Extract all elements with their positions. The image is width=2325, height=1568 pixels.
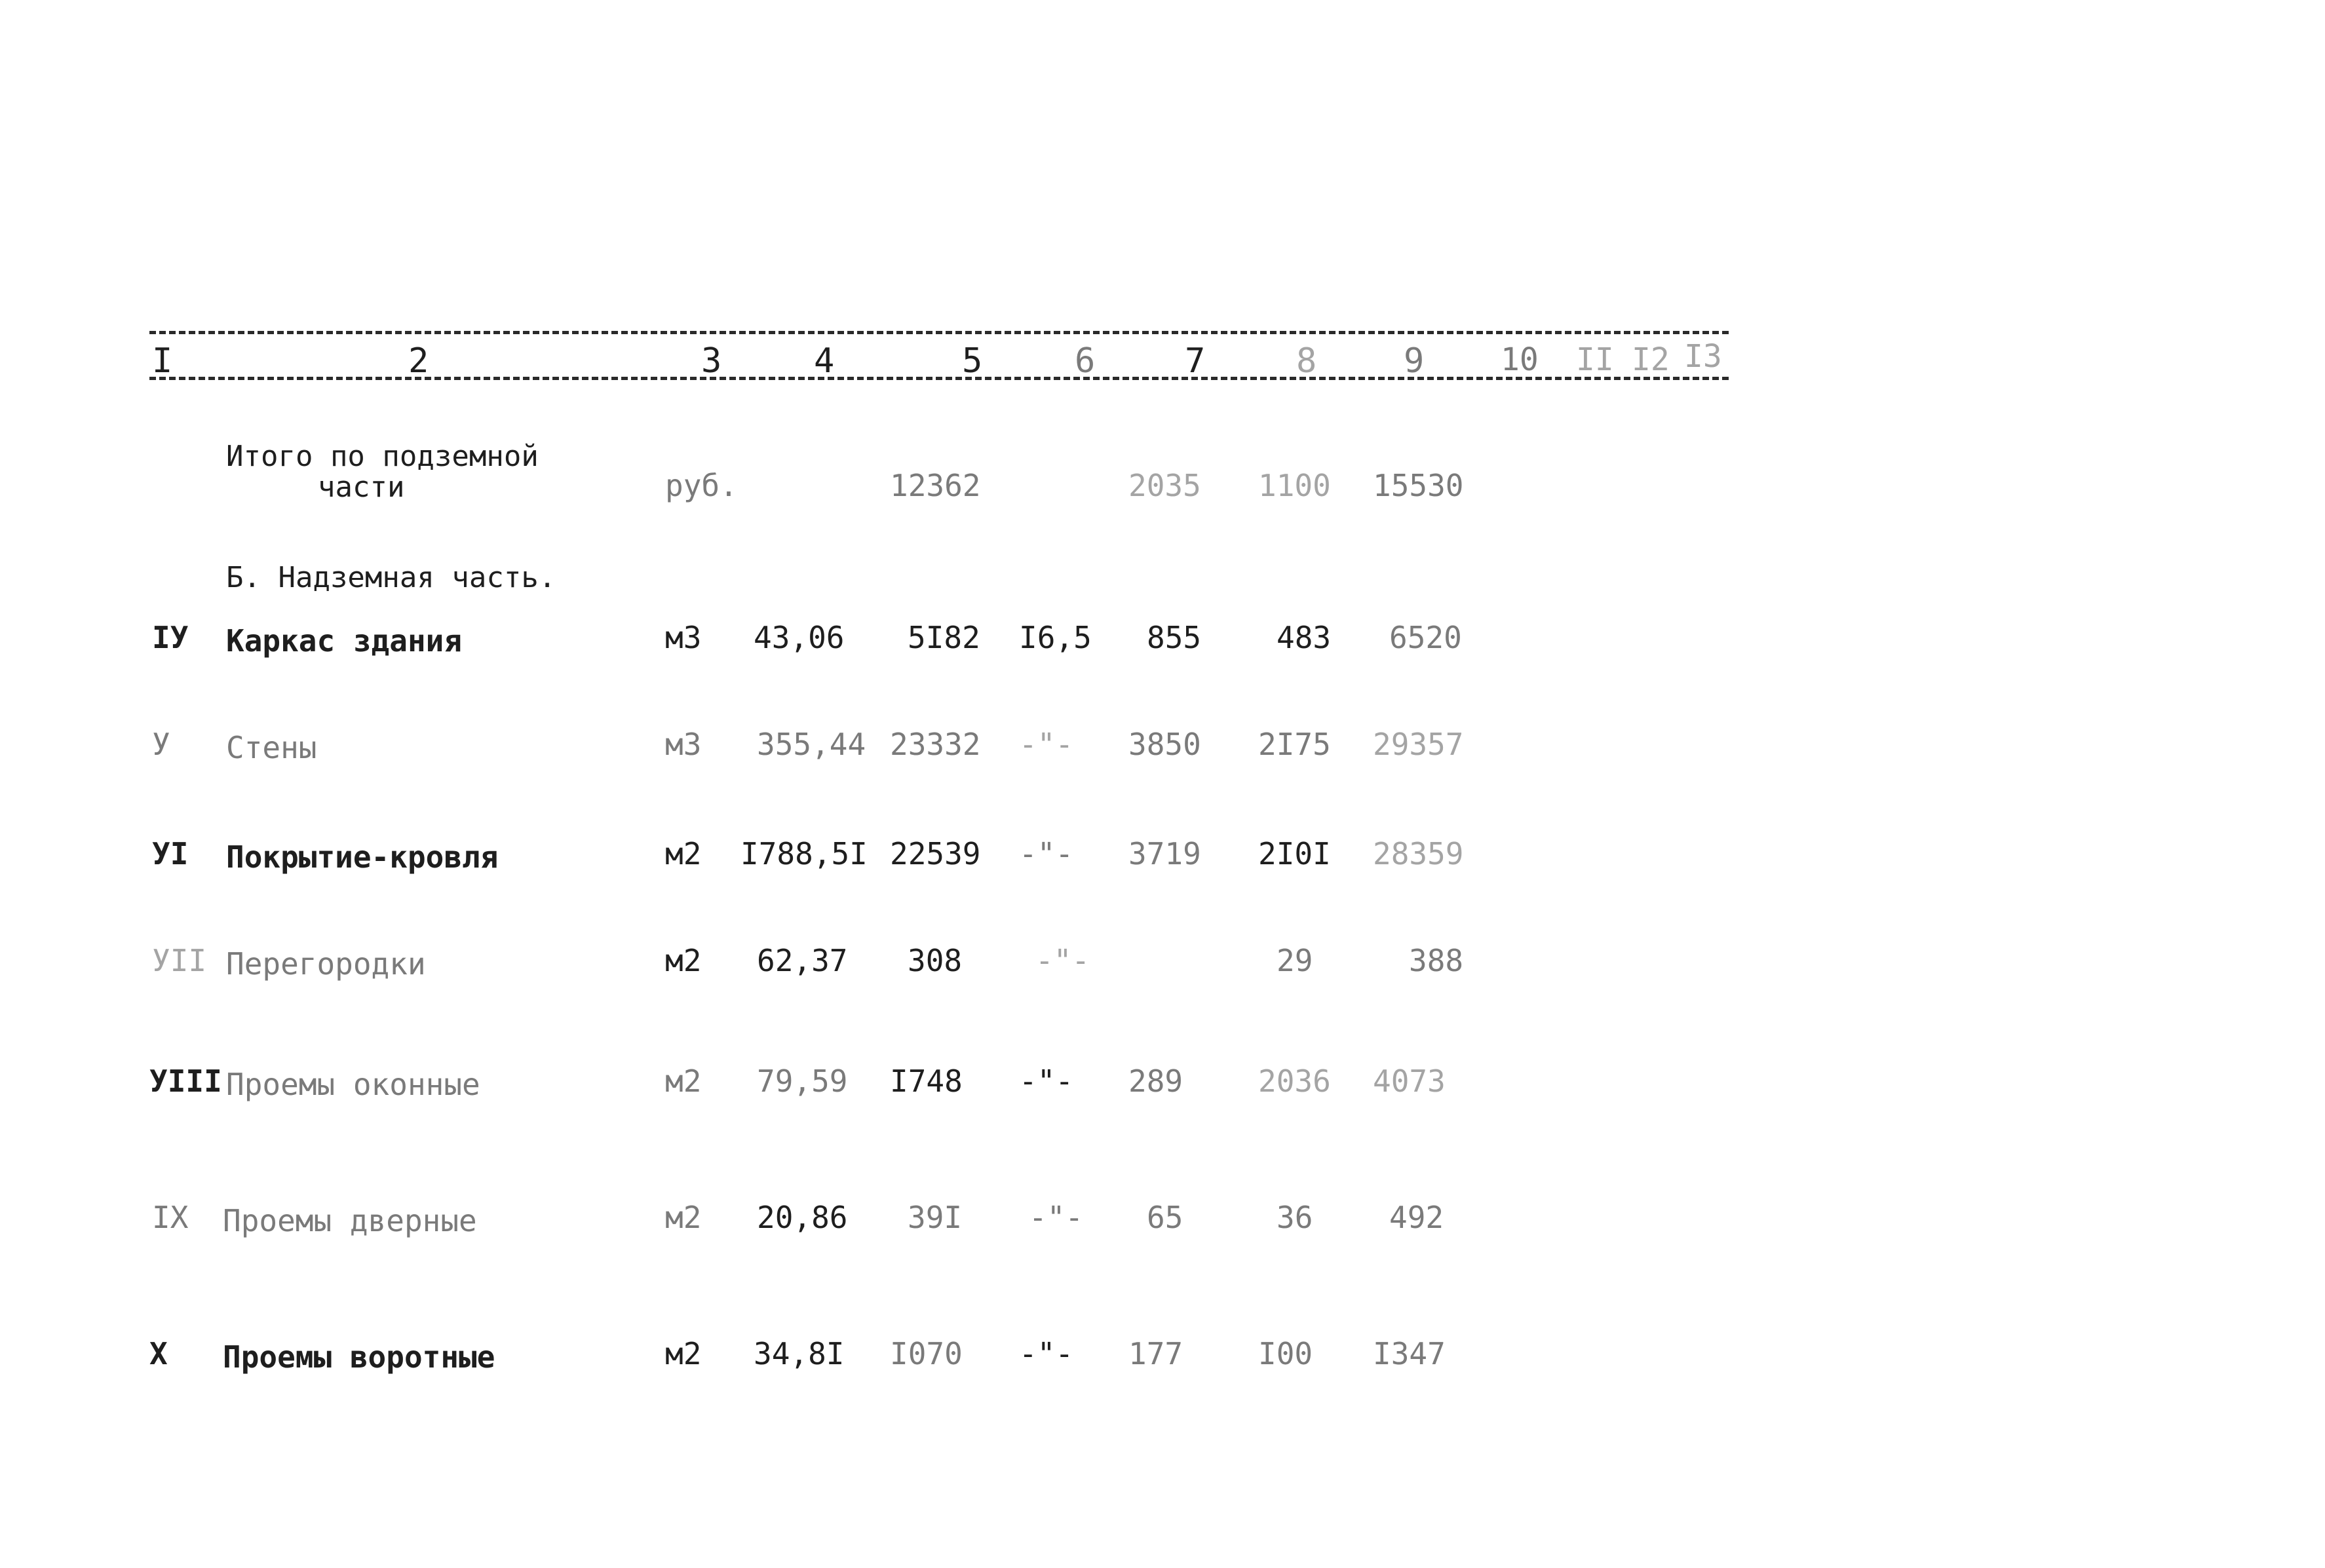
row-col8: 483 [1277, 620, 1332, 655]
subtotal-col9: 15530 [1373, 468, 1464, 503]
row-col8: I00 [1258, 1336, 1313, 1371]
row-col7: 289 [1128, 1063, 1183, 1099]
subtotal-label-line1: Итого по подземной [226, 440, 539, 473]
col-header-7: 7 [1185, 341, 1206, 381]
row-col6: -"- [1035, 943, 1090, 978]
row-number: УI [152, 836, 189, 871]
row-unit: м2 [665, 1063, 702, 1099]
col-header-5: 5 [962, 341, 983, 381]
row-name: Покрытие-кровля [226, 839, 499, 875]
row-name: Стены [226, 730, 317, 765]
col-header-1: I [152, 341, 173, 381]
row-number: IУ [152, 620, 189, 655]
row-name: Каркас здания [226, 623, 463, 659]
subtotal-col7: 2035 [1128, 468, 1201, 503]
col-header-12: I2 [1632, 341, 1670, 378]
row-col8: 29 [1277, 943, 1313, 978]
col-header-3: 3 [701, 341, 722, 381]
row-col8: 2I75 [1258, 727, 1331, 762]
row-col4: 43,06 [754, 620, 845, 655]
row-name: Проемы воротные [223, 1339, 495, 1375]
row-col9: 492 [1389, 1200, 1444, 1235]
row-col9: 388 [1409, 943, 1464, 978]
row-col8: 2I0I [1258, 836, 1331, 871]
row-col6: I6,5 [1019, 620, 1092, 655]
row-col8: 2036 [1258, 1063, 1331, 1099]
col-header-4: 4 [814, 341, 835, 381]
row-number: X [149, 1336, 168, 1371]
row-unit: м2 [665, 943, 702, 978]
col-header-8: 8 [1296, 341, 1317, 381]
row-col5: 39I [908, 1200, 963, 1235]
row-col4: 355,44 [757, 727, 866, 762]
row-number: У [152, 727, 170, 762]
row-number: IX [152, 1200, 189, 1235]
row-col5: 308 [908, 943, 963, 978]
row-col7: 855 [1147, 620, 1202, 655]
row-col9: 28359 [1373, 836, 1464, 871]
row-number: УIII [149, 1063, 222, 1099]
row-col7: 65 [1147, 1200, 1183, 1235]
col-header-13: I3 [1684, 338, 1722, 375]
col-header-6: 6 [1075, 341, 1096, 381]
col-header-10: 10 [1501, 341, 1539, 378]
subtotal-col8: 1100 [1258, 468, 1331, 503]
header-top-rule [149, 331, 1729, 334]
row-col4: 34,8I [754, 1336, 845, 1371]
row-unit: м2 [665, 836, 702, 871]
subtotal-unit: руб. [665, 468, 738, 503]
subtotal-col5: 12362 [890, 468, 981, 503]
row-col6: -"- [1019, 836, 1074, 871]
row-col6: -"- [1019, 1063, 1074, 1099]
row-unit: м2 [665, 1336, 702, 1371]
row-number: УII [152, 943, 207, 978]
row-col8: 36 [1277, 1200, 1313, 1235]
row-col4: 20,86 [757, 1200, 848, 1235]
row-col4: 79,59 [757, 1063, 848, 1099]
row-col6: -"- [1029, 1200, 1084, 1235]
row-col4: I788,5I [740, 836, 868, 871]
row-col7: 3719 [1128, 836, 1201, 871]
col-header-11: II [1576, 341, 1614, 378]
row-col9: I347 [1373, 1336, 1446, 1371]
row-name: Проемы дверные [223, 1203, 477, 1238]
row-unit: м2 [665, 1200, 702, 1235]
row-col9: 4073 [1373, 1063, 1446, 1099]
row-col9: 6520 [1389, 620, 1462, 655]
row-col5: 5I82 [908, 620, 980, 655]
row-name: Проемы оконные [226, 1067, 480, 1102]
row-unit: м3 [665, 620, 702, 655]
row-col7: 177 [1128, 1336, 1183, 1371]
row-col4: 62,37 [757, 943, 848, 978]
row-unit: м3 [665, 727, 702, 762]
row-col6: -"- [1019, 727, 1074, 762]
row-col5: I748 [890, 1063, 963, 1099]
col-header-2: 2 [408, 341, 429, 381]
row-name: Перегородки [226, 946, 426, 982]
header-bottom-rule [149, 377, 1729, 380]
subtotal-label-line2: части [318, 470, 405, 504]
row-col5: I070 [890, 1336, 963, 1371]
section-b-title: Б. Надземная часть. [226, 561, 556, 594]
row-col9: 29357 [1373, 727, 1464, 762]
row-col7: 3850 [1128, 727, 1201, 762]
row-col5: 22539 [890, 836, 981, 871]
col-header-9: 9 [1404, 341, 1425, 381]
row-col5: 23332 [890, 727, 981, 762]
row-col6: -"- [1019, 1336, 1074, 1371]
